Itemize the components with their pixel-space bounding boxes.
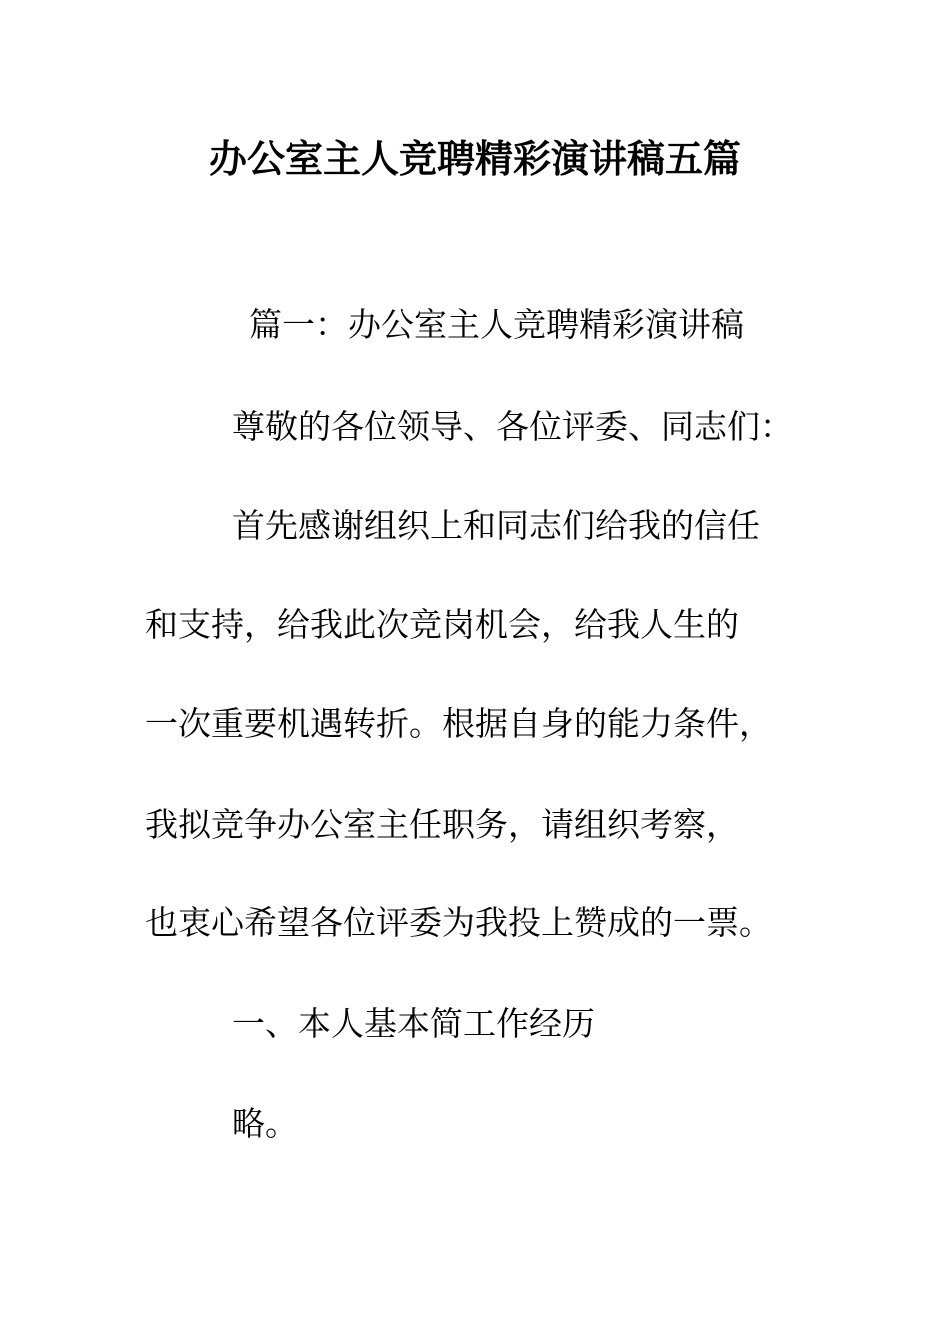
paragraph-line: 首先感谢组织上和同志们给我的信任 (232, 506, 760, 545)
paragraph-line: 略。 (232, 1104, 298, 1143)
paragraph-line: 我拟竞争办公室主任职务，请组织考察， (145, 805, 739, 844)
salutation: 尊敬的各位领导、各位评委、同志们： (232, 407, 793, 446)
document-title: 办公室主人竞聘精彩演讲稿五篇 (208, 136, 741, 181)
paragraph-line: 一次重要机遇转折。根据自身的能力条件， (145, 704, 772, 743)
paragraph-line: 也衷心希望各位评委为我投上赞成的一票。 (145, 903, 772, 942)
subsection-heading: 一、本人基本简工作经历 (232, 1004, 595, 1043)
section-heading: 篇一：办公室主人竞聘精彩演讲稿 (249, 305, 744, 344)
paragraph-line: 和支持，给我此次竞岗机会，给我人生的 (145, 605, 739, 644)
